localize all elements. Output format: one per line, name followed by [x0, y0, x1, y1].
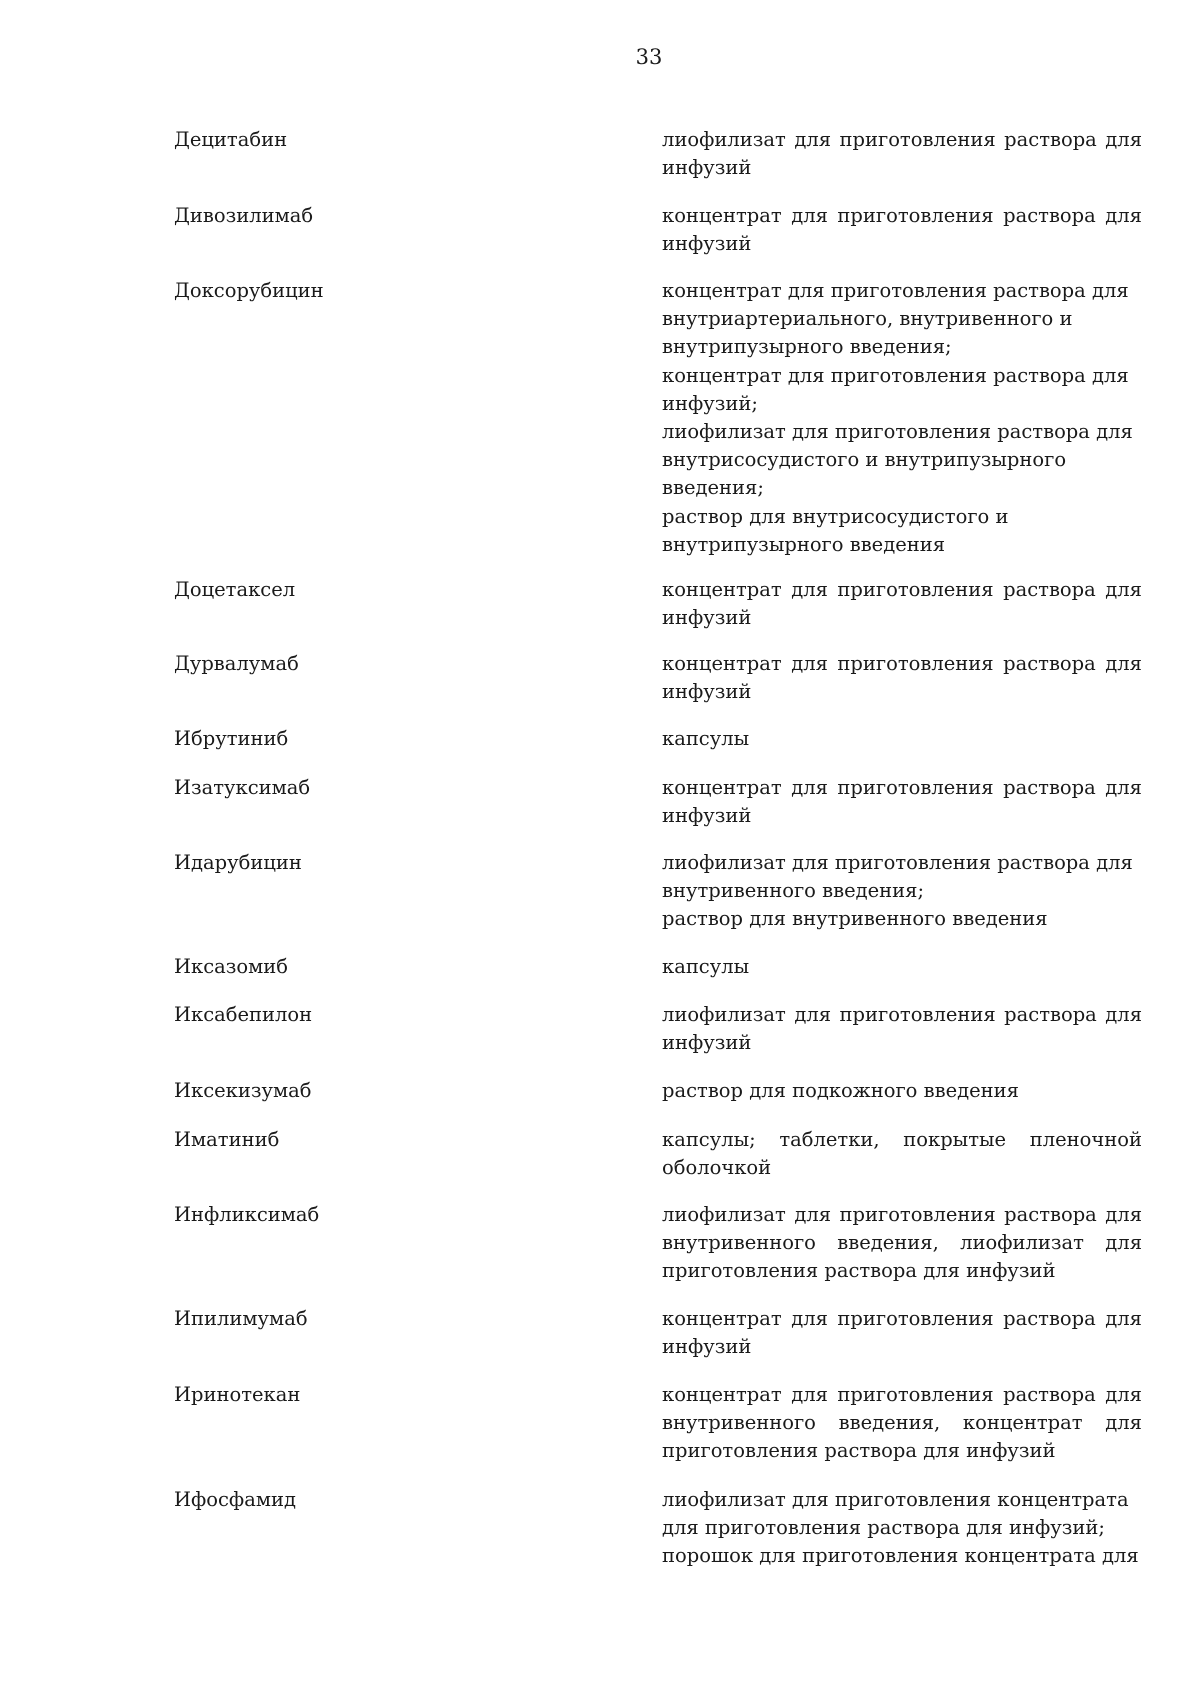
- dosage-form-line: внутриартериального, внутривенного и: [662, 307, 1073, 331]
- dosage-forms: [662, 1486, 1142, 1571]
- dosage-forms: [662, 650, 1142, 706]
- dosage-forms: [662, 849, 1142, 934]
- dosage-form-line: капсулы: [662, 727, 750, 750]
- page-number: 33: [635, 45, 663, 69]
- dosage-form-line: лиофилизат для приготовления раствора для: [662, 128, 1142, 151]
- dosage-form-line: инфузий: [662, 1335, 752, 1359]
- dosage-form-line: для приготовления раствора для инфузий;: [662, 1516, 1105, 1540]
- dosage-forms: [662, 774, 1142, 830]
- dosage-forms: [662, 1201, 1142, 1286]
- dosage-form-line: лиофилизат для приготовления раствора для: [662, 1003, 1142, 1026]
- drug-name: Инфликсимаб: [174, 1203, 320, 1226]
- dosage-forms: [662, 953, 1142, 981]
- dosage-form-line: концентрат для приготовления раствора для: [662, 279, 1129, 302]
- dosage-form-line: раствор для внутривенного введения: [662, 907, 1048, 931]
- dosage-form-line: концентрат для приготовления раствора для: [662, 204, 1142, 227]
- dosage-form-line: инфузий: [662, 156, 752, 180]
- drug-name: Изатуксимаб: [174, 776, 311, 799]
- drug-name: Иксабепилон: [174, 1003, 313, 1026]
- dosage-form-line: внутривенного введения, концентрат для: [662, 1411, 1142, 1435]
- drug-name: Ибрутиниб: [174, 727, 289, 750]
- dosage-form-line: приготовления раствора для инфузий: [662, 1439, 1056, 1463]
- dosage-form-line: раствор для внутрисосудистого и: [662, 504, 1009, 528]
- dosage-form-line: концентрат для приготовления раствора для: [662, 776, 1142, 799]
- dosage-form-line: приготовления раствора для инфузий: [662, 1259, 1056, 1283]
- dosage-form-line: внутрипузырного введения;: [662, 335, 952, 359]
- dosage-forms: [662, 1305, 1142, 1361]
- dosage-form-line: инфузий: [662, 680, 752, 704]
- drug-name: Доксорубицин: [174, 279, 324, 302]
- dosage-forms: [662, 725, 1142, 753]
- dosage-forms: [662, 1077, 1142, 1105]
- dosage-form-line: концентрат для приготовления раствора для: [662, 652, 1142, 675]
- dosage-form-line: инфузий;: [662, 391, 758, 415]
- dosage-form-line: инфузий: [662, 804, 752, 828]
- drug-name: Иксазомиб: [174, 955, 289, 978]
- dosage-form-line: введения;: [662, 476, 764, 500]
- drug-name: Ифосфамид: [174, 1488, 296, 1511]
- dosage-forms: [662, 202, 1142, 258]
- dosage-form-line: концентрат для приготовления раствора для: [662, 578, 1142, 601]
- dosage-form-line: концентрат для приготовления раствора для: [662, 363, 1129, 387]
- drug-name: Иксекизумаб: [174, 1079, 312, 1102]
- dosage-form-line: концентрат для приготовления раствора для: [662, 1307, 1142, 1330]
- dosage-forms: [662, 1001, 1142, 1057]
- drug-name: Доцетаксел: [174, 578, 296, 601]
- dosage-forms: [662, 126, 1142, 182]
- dosage-form-line: капсулы: [662, 955, 750, 978]
- dosage-forms: [662, 1381, 1142, 1466]
- dosage-form-line: концентрат для приготовления раствора для: [662, 1383, 1142, 1406]
- drug-name: Дивозилимаб: [174, 204, 314, 227]
- dosage-form-line: внутривенного введения;: [662, 879, 925, 903]
- dosage-form-line: лиофилизат для приготовления раствора для: [662, 420, 1133, 444]
- dosage-form-line: инфузий: [662, 232, 752, 256]
- dosage-forms: [662, 576, 1142, 632]
- dosage-form-line: лиофилизат для приготовления концентрата: [662, 1488, 1129, 1511]
- dosage-form-line: внутрипузырного введения: [662, 532, 946, 556]
- drug-name: Дурвалумаб: [174, 652, 299, 675]
- dosage-forms: [662, 1126, 1142, 1182]
- dosage-forms: [662, 277, 1142, 559]
- dosage-form-line: внутривенного введения, лиофилизат для: [662, 1231, 1142, 1255]
- drug-name: Иринотекан: [174, 1383, 301, 1406]
- dosage-form-line: оболочкой: [662, 1156, 772, 1180]
- drug-name: Ипилимумаб: [174, 1307, 308, 1330]
- dosage-form-line: инфузий: [662, 1031, 752, 1055]
- dosage-form-line: раствор для подкожного введения: [662, 1079, 1019, 1102]
- dosage-form-line: внутрисосудистого и внутрипузырного: [662, 448, 1067, 472]
- dosage-form-line: лиофилизат для приготовления раствора для: [662, 1203, 1142, 1226]
- dosage-form-line: капсулы; таблетки, покрытые пленочной: [662, 1128, 1142, 1151]
- drug-name: Децитабин: [174, 128, 288, 151]
- dosage-form-line: порошок для приготовления концентрата для: [662, 1544, 1139, 1568]
- dosage-form-line: лиофилизат для приготовления раствора для: [662, 851, 1133, 874]
- drug-name: Идарубицин: [174, 851, 302, 874]
- drug-name: Иматиниб: [174, 1128, 280, 1151]
- dosage-form-line: инфузий: [662, 606, 752, 630]
